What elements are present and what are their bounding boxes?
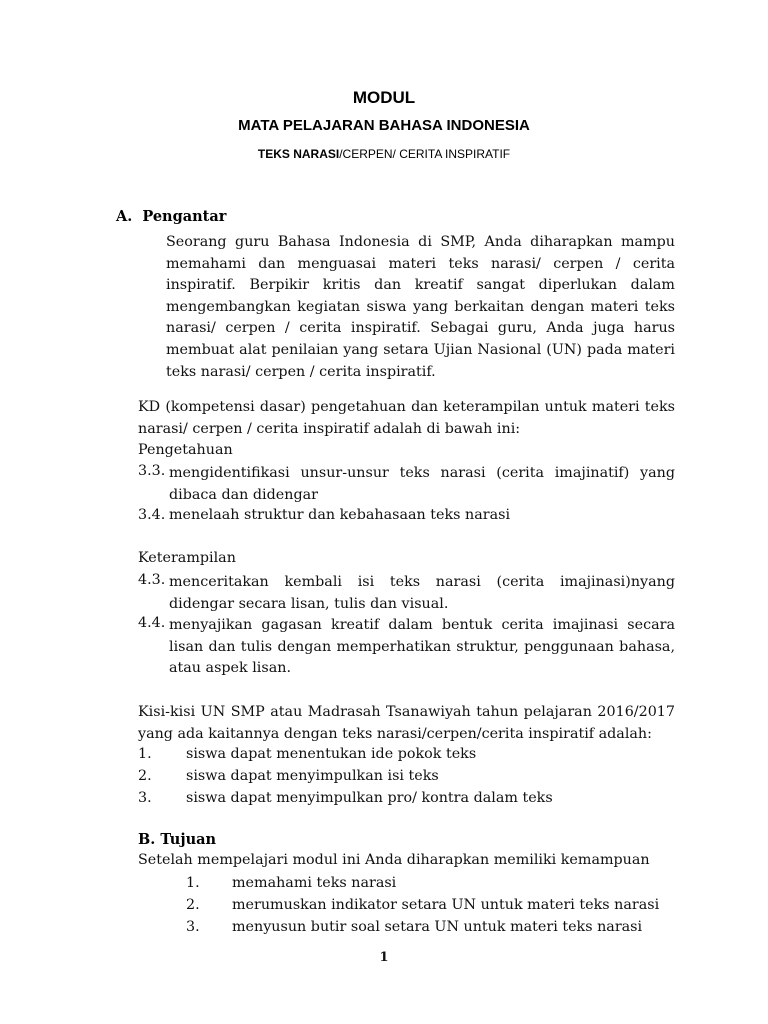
tujuan-item: merumuskan indikator setara UN untuk materi teks narasi	[232, 897, 660, 913]
kd-number: 3.4.	[138, 507, 166, 523]
section-b-heading: B. Tujuan	[138, 831, 217, 848]
intro-paragraph: Seorang guru Bahasa Indonesia di SMP, Anda diharapkan mampu memahami dan menguasai materi teks narasi/ cerpen / cerita inspiratif. Berpikir kritis dan kreatif sangat diperlukan dalam mengembangkan kegiatan siswa yang berkaitan dengan materi teks narasi/ cerpen / cerita inspiratif. Sebagai guru, Anda juga harus membuat alat penilaian yang setara Ujian Nasional (UN) pada materi teks narasi/ cerpen / cerita inspiratif.	[166, 234, 675, 380]
kisi-number: 1.	[138, 746, 152, 762]
tujuan-intro: Setelah mempelajari modul ini Anda diharapkan memiliki kemampuan	[138, 852, 650, 868]
kisi-item: siswa dapat menyimpulkan pro/ kontra dalam teks	[186, 790, 553, 806]
kd-number: 3.3.	[138, 463, 166, 479]
tujuan-item: menyusun butir soal setara UN untuk materi teks narasi	[232, 919, 643, 935]
tujuan-number: 1.	[186, 875, 200, 891]
kd-item-text: menelaah struktur dan kebahasaan teks narasi	[169, 507, 511, 523]
section-a-heading	[116, 208, 226, 225]
section-a-title: Pengantar	[142, 208, 227, 225]
kd-item-text: menyajikan gagasan kreatif dalam bentuk cerita imajinasi secara lisan dan tulis dengan memperhatikan struktur, penggunaan bahasa, atau aspek lisan.	[169, 617, 675, 677]
kd-number: 4.4.	[138, 615, 166, 631]
kd-item	[169, 463, 675, 506]
kd-intro: KD (kompetensi dasar) pengetahuan dan keterampilan untuk materi teks narasi/ cerpen / cerita inspiratif adalah di bawah ini:	[138, 399, 675, 437]
kisi-item: siswa dapat menentukan ide pokok teks	[186, 746, 477, 762]
kisi-number: 3.	[138, 790, 152, 806]
keterampilan-label: Keterampilan	[138, 550, 236, 566]
page-number: 1	[379, 950, 389, 965]
kisi-intro: Kisi-kisi UN SMP atau Madrasah Tsanawiyah tahun pelajaran 2016/2017 yang ada kaitannya dengan teks narasi/cerpen/cerita inspiratif adalah:	[138, 704, 675, 742]
tujuan-number: 2.	[186, 897, 200, 913]
kd-item-text: menceritakan kembali isi teks narasi (cerita imajinasi)nyang didengar secara lisan, tulis dan visual.	[169, 574, 675, 612]
kisi-item: siswa dapat menyimpulkan isi teks	[186, 768, 439, 784]
subject-title: MATA PELAJARAN BAHASA INDONESIA	[238, 117, 530, 134]
kd-number: 4.3.	[138, 572, 166, 588]
topic-title	[0, 147, 768, 161]
topic-bold: TEKS NARASI	[257, 147, 340, 161]
module-title: MODUL	[352, 88, 416, 107]
pengetahuan-label: Pengetahuan	[138, 442, 233, 458]
tujuan-number: 3.	[186, 919, 200, 935]
section-a-label: A.	[116, 208, 133, 225]
kd-item-text: mengidentifikasi unsur-unsur teks narasi (cerita imajinatif) yang dibaca dan didengar	[169, 465, 675, 503]
kisi-number: 2.	[138, 768, 152, 784]
tujuan-item: memahami teks narasi	[232, 875, 397, 891]
topic-rest: /CERPEN/ CERITA INSPIRATIF	[339, 147, 511, 161]
